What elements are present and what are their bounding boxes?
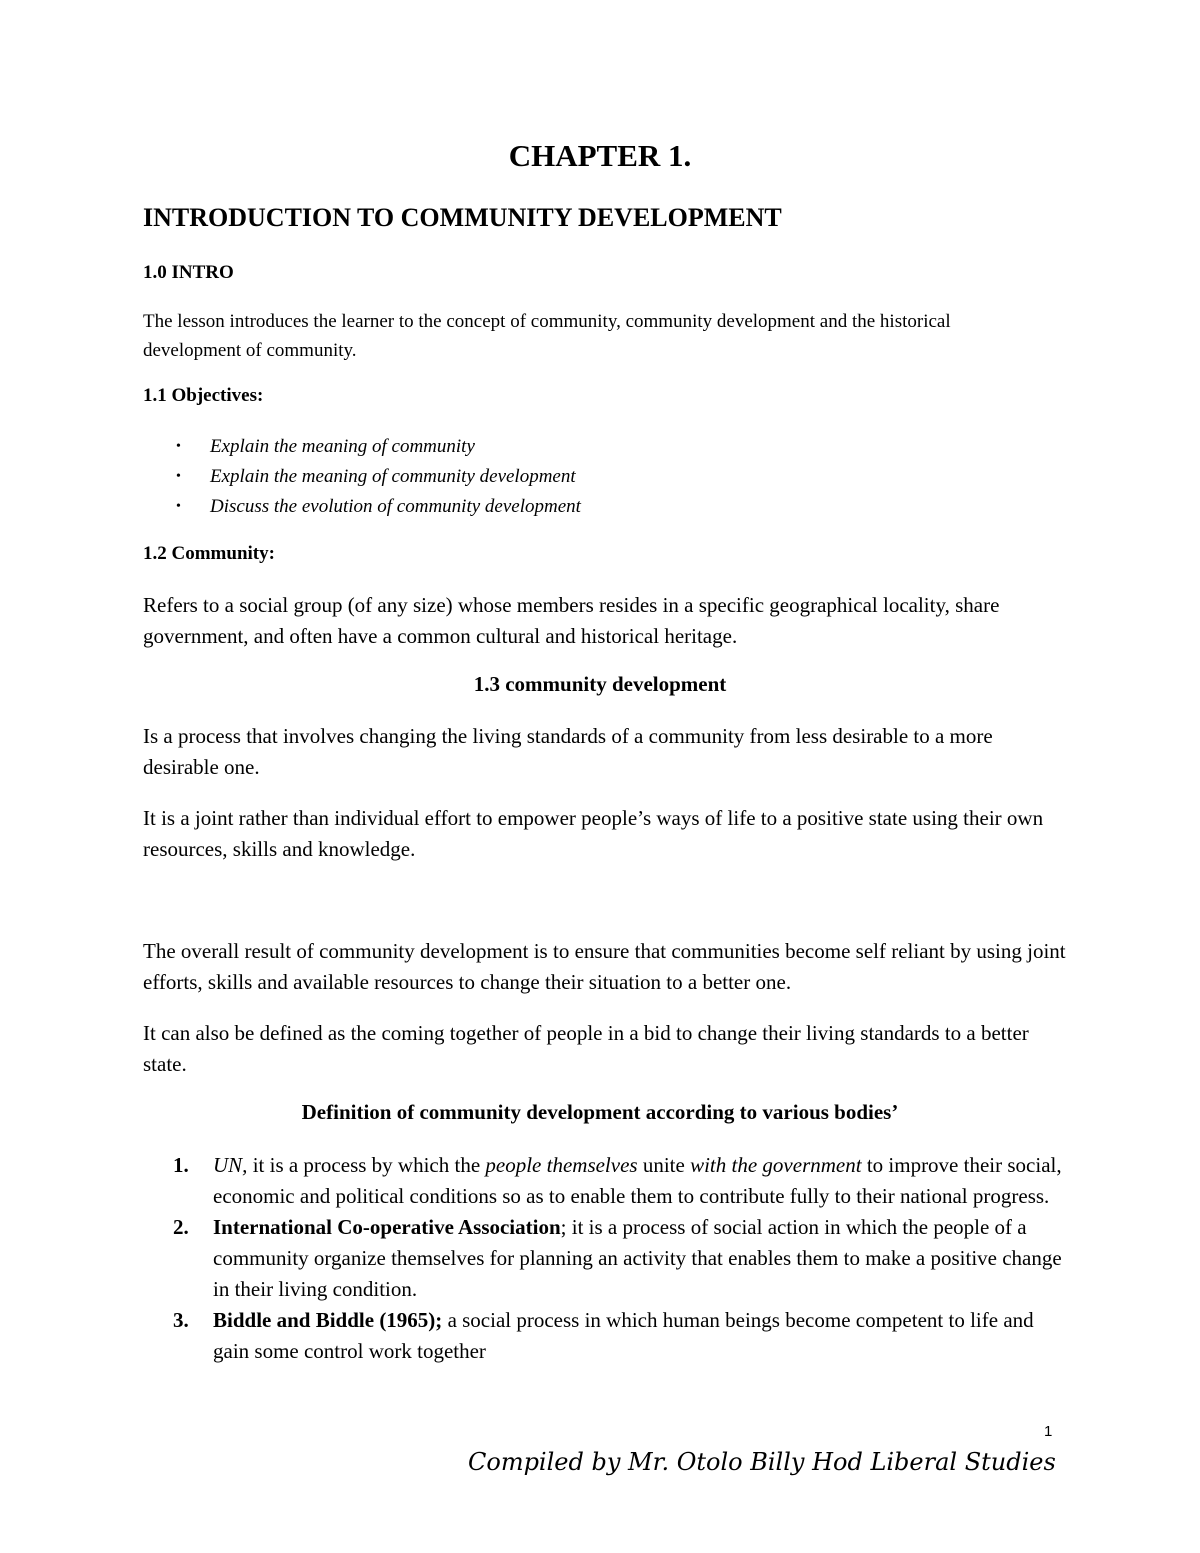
definition-text: unite [637,1153,691,1177]
list-item [170,462,581,492]
definition-source: UN, [213,1153,248,1177]
objectives-list [170,432,581,522]
definition-text: it is a process by which the [247,1153,486,1177]
definition-emphasis: people themselves [485,1153,638,1177]
bullet-icon: • [176,439,181,454]
intro-heading: 1.0 INTRO [143,262,234,283]
objective-text: Discuss the evolution of community development [210,496,581,517]
definition-emphasis: with the government [690,1153,862,1177]
list-item [143,1305,1073,1367]
bullet-icon: • [176,469,181,484]
definition-text: ; it is a process of social action in which the people of a community organize themselves for planning an activity that enables them to make a positive change in their living condition. [213,1215,1062,1301]
community-development-heading: 1.3 community development [473,672,727,696]
cd-paragraph-3: The overall result of community development is to ensure that communities become self reliant by using joint efforts, skills and available resources to change their situation to a better one. [143,939,1066,994]
list-item [170,432,581,462]
definition-text: a social process in which human beings become competent to life and gain some control work together [213,1308,1034,1363]
list-item [170,492,581,522]
definitions-list [143,1150,1073,1367]
objectives-heading: 1.1 Objectives: [143,385,264,406]
list-item [143,1212,1073,1305]
definitions-heading: Definition of community development according to various bodies’ [301,1100,899,1124]
definition-text: to improve their social, economic and political conditions so as to enable them to contribute fully to their national progress. [213,1153,1062,1208]
chapter-title: CHAPTER 1. [508,138,692,173]
definition-source: International Co-operative Association [213,1215,561,1239]
definition-source: Biddle and Biddle (1965); [213,1308,443,1332]
list-number: 3. [173,1308,189,1332]
list-number: 1. [173,1153,189,1177]
objective-text: Explain the meaning of community [210,436,475,457]
community-heading: 1.2 Community: [143,543,275,564]
footer-credit: Compiled by Mr. Otolo Billy Hod Liberal Studies [468,1448,1056,1476]
list-item [143,1150,1073,1212]
bullet-icon: • [176,499,181,514]
page-number: 1 [1044,1423,1053,1440]
main-heading: INTRODUCTION TO COMMUNITY DEVELOPMENT [143,203,782,232]
intro-text: The lesson introduces the learner to the concept of community, community development and the historical development of community. [143,311,951,361]
cd-paragraph-1: Is a process that involves changing the living standards of a community from less desirable to a more desirable one. [143,724,993,779]
list-number: 2. [173,1215,189,1239]
objective-text: Explain the meaning of community development [210,466,576,487]
cd-paragraph-4: It can also be defined as the coming together of people in a bid to change their living standards to a better state. [143,1021,1029,1076]
community-text: Refers to a social group (of any size) whose members resides in a specific geographical locality, share government, and often have a common cultural and historical heritage. [143,593,1000,648]
cd-paragraph-2: It is a joint rather than individual effort to empower people’s ways of life to a positive state using their own resources, skills and knowledge. [143,806,1044,861]
